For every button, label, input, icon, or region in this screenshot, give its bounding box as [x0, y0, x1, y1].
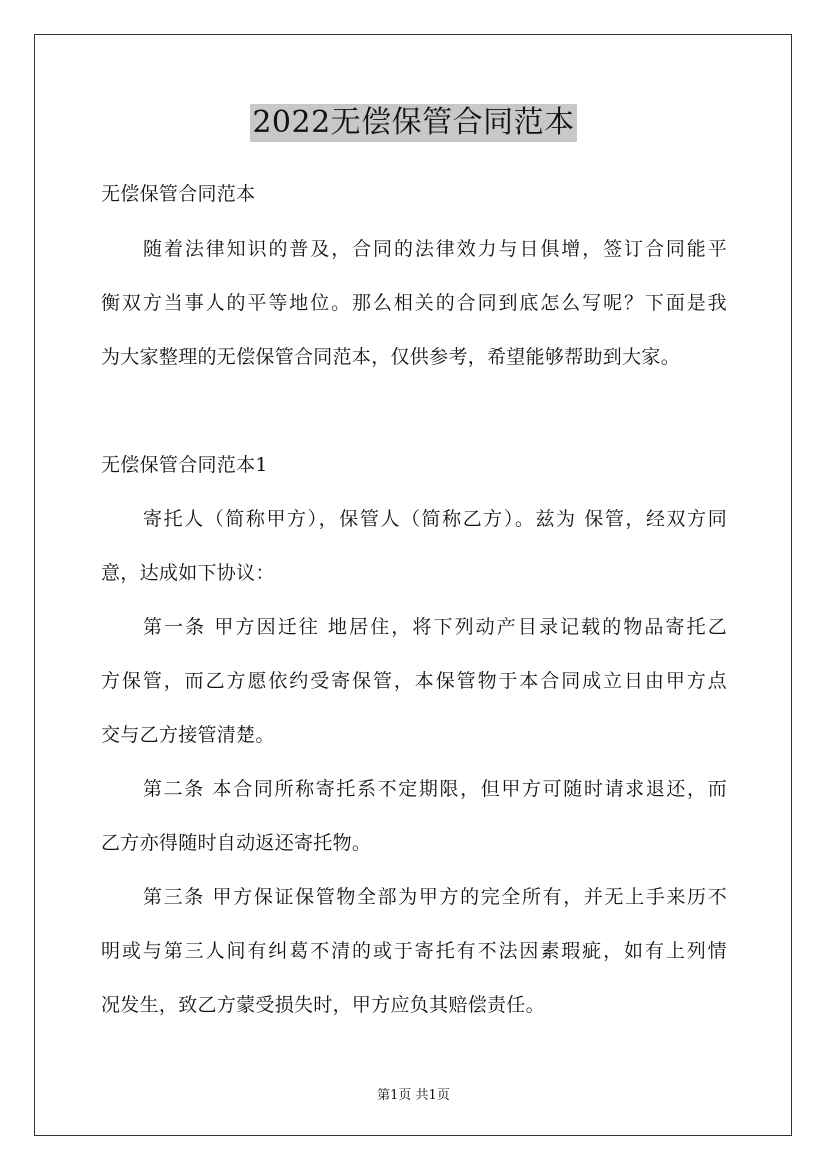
document-title: 2022无偿保管合同范本	[252, 105, 575, 140]
paragraph-line: 为大家整理的无偿保管合同范本，仅供参考，希望能够帮助到大家。	[101, 346, 681, 368]
paragraph-line: 况发生，致乙方蒙受损失时，甲方应负其赔偿责任。	[101, 994, 545, 1016]
paragraph-line: 第三条 甲方保证保管物全部为甲方的完全所有，并无上手来历不	[143, 886, 727, 908]
paragraph-line: 方保管，而乙方愿依约受寄保管，本保管物于本合同成立日由甲方点	[101, 670, 727, 692]
page-number: 第1页 共1页	[377, 1088, 450, 1103]
title-container	[0, 104, 827, 142]
section-heading: 无偿保管合同范本	[101, 183, 256, 205]
paragraph-line: 第一条 甲方因迁往 地居住，将下列动产目录记载的物品寄托乙	[143, 616, 727, 638]
paragraph-line: 衡双方当事人的平等地位。那么相关的合同到底怎么写呢？下面是我	[101, 292, 727, 314]
paragraph-line: 随着法律知识的普及，合同的法律效力与日俱增，签订合同能平	[143, 238, 727, 260]
paragraph-line: 寄托人（简称甲方），保管人（简称乙方）。兹为 保管，经双方同	[143, 508, 727, 530]
section-heading: 无偿保管合同范本1	[101, 454, 268, 476]
paragraph-line: 第二条 本合同所称寄托系不定期限，但甲方可随时请求退还，而	[143, 778, 727, 800]
paragraph-line: 乙方亦得随时自动返还寄托物。	[101, 832, 372, 854]
paragraph-line: 明或与第三人间有纠葛不清的或于寄托有不法因素瑕疵，如有上列情	[101, 940, 727, 962]
paragraph-line: 交与乙方接管清楚。	[101, 724, 275, 746]
paragraph-line: 意，达成如下协议：	[101, 562, 275, 584]
